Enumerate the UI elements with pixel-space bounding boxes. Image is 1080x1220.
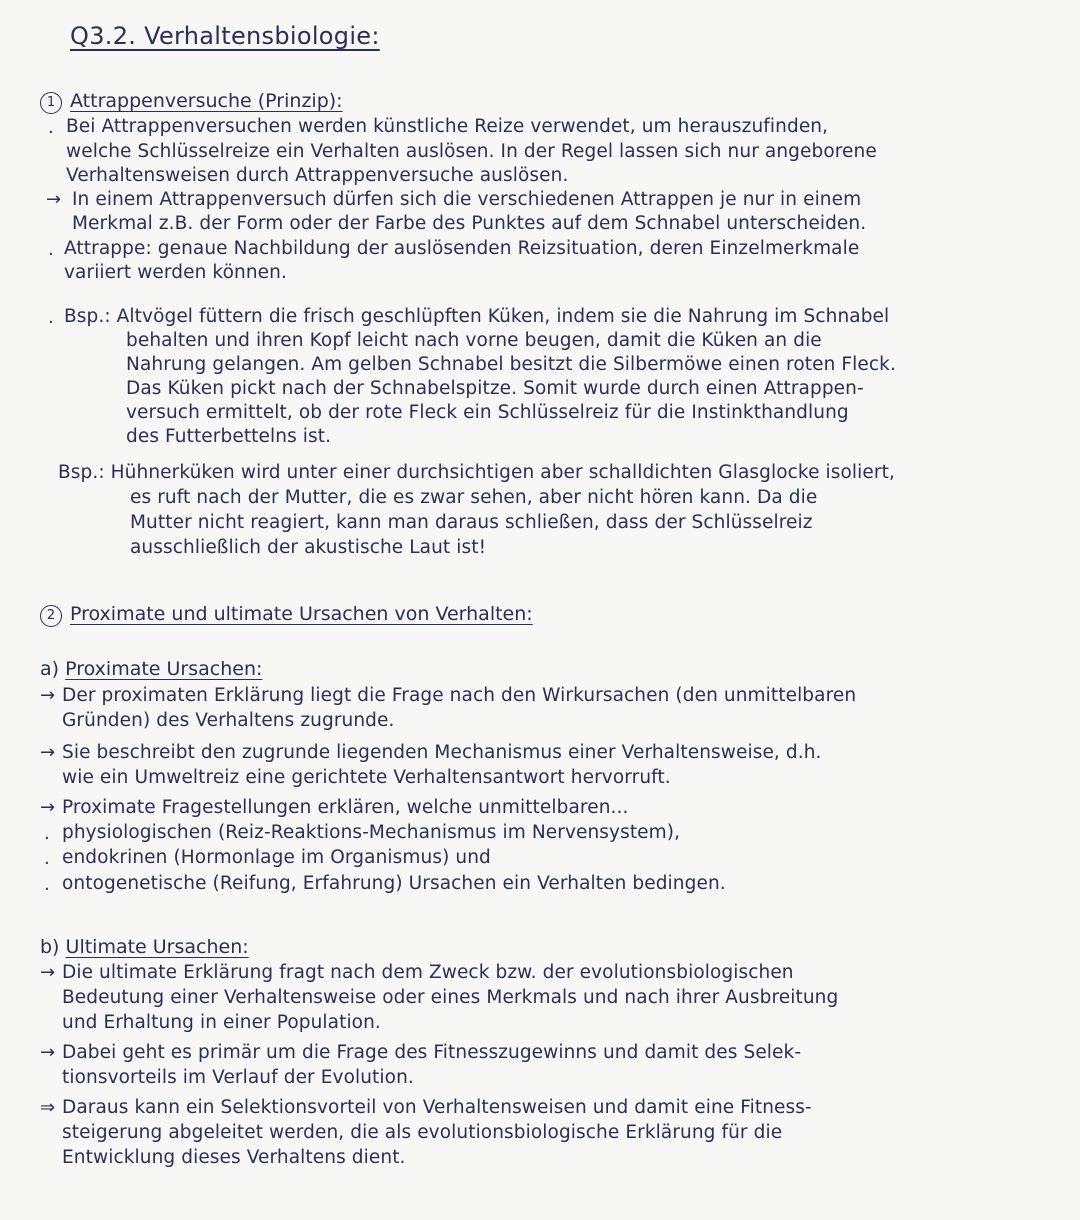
text-line: ontogenetische (Reifung, Erfahrung) Ursachen ein Verhalten bedingen. (62, 873, 726, 894)
section-2-heading (40, 603, 533, 627)
text-line: Bedeutung einer Verhaltensweise oder eines Merkmals und nach ihrer Ausbreitung (62, 987, 839, 1008)
text-line: Merkmal z.B. der Form oder der Farbe des Punktes auf dem Schnabel unterscheiden. (72, 213, 867, 234)
text-line: Daraus kann ein Selektionsvorteil von Verhaltensweisen und damit eine Fitness- (62, 1097, 812, 1118)
bullet-mark: · (44, 879, 50, 900)
bullet-mark: · (48, 244, 54, 265)
text-line: es ruft nach der Mutter, die es zwar sehen, aber nicht hören kann. Da die (130, 487, 818, 508)
subsection-b-heading (40, 936, 249, 958)
bullet-mark: · (44, 828, 50, 849)
arrow-mark: → (40, 742, 56, 763)
text-line: tionsvorteils im Verlauf der Evolution. (62, 1067, 414, 1088)
arrow-mark: → (46, 189, 62, 210)
text-line: Entwicklung dieses Verhaltens dient. (62, 1147, 406, 1168)
section-1-title: Attrappenversuche (Prinzip): (70, 90, 343, 112)
section-2-title: Proximate und ultimate Ursachen von Verhalten: (70, 603, 533, 625)
section-1-number: 1 (40, 92, 62, 114)
text-line: welche Schlüsselreize ein Verhalten auslösen. In der Regel lassen sich nur angeborene (66, 141, 877, 162)
page-title: Q3.2. Verhaltensbiologie: (70, 22, 380, 50)
text-line: Gründen) des Verhaltens zugrunde. (62, 710, 395, 731)
section-2-number: 2 (40, 605, 62, 627)
text-line: variiert werden können. (64, 262, 287, 283)
text-line: steigerung abgeleitet werden, die als evolutionsbiologische Erklärung für die (62, 1122, 783, 1143)
text-line: Dabei geht es primär um die Frage des Fitnesszugewinns und damit des Selek- (62, 1042, 802, 1063)
text-line: Der proximaten Erklärung liegt die Frage nach den Wirkursachen (den unmittelbaren (62, 685, 857, 706)
text-line: versuch ermittelt, ob der rote Fleck ein Schlüsselreiz für die Instinkthandlung (126, 402, 849, 423)
text-line: Nahrung gelangen. Am gelben Schnabel besitzt die Silbermöwe einen roten Fleck. (126, 354, 896, 375)
double-arrow-mark: ⇒ (40, 1097, 56, 1118)
arrow-mark: → (40, 797, 56, 818)
arrow-mark: → (40, 1042, 56, 1063)
subsection-a-heading (40, 658, 262, 680)
text-line: Mutter nicht reagiert, kann man daraus schließen, dass der Schlüsselreiz (130, 512, 813, 533)
bullet-mark: · (44, 853, 50, 874)
text-line: endokrinen (Hormonlage im Organismus) und (62, 847, 491, 868)
text-line: behalten und ihren Kopf leicht nach vorne beugen, damit die Küken an die (126, 330, 822, 351)
subsection-b-title: Ultimate Ursachen: (65, 936, 249, 958)
text-line: Bsp.: Altvögel füttern die frisch geschlüpften Küken, indem sie die Nahrung im Schnabel (64, 306, 890, 327)
text-line: Bsp.: Hühnerküken wird unter einer durchsichtigen aber schalldichten Glasglocke isoliert, (58, 462, 895, 483)
bullet-mark: · (48, 122, 54, 143)
text-line: Verhaltensweisen durch Attrappenversuche auslösen. (66, 165, 569, 186)
arrow-mark: → (40, 962, 56, 983)
bullet-mark: · (48, 312, 54, 333)
subsection-a-title: Proximate Ursachen: (65, 658, 263, 680)
text-line: Das Küken pickt nach der Schnabelspitze. Somit wurde durch einen Attrappen- (126, 378, 864, 399)
text-line: Die ultimate Erklärung fragt nach dem Zweck bzw. der evolutionsbiologischen (62, 962, 794, 983)
text-line: physiologischen (Reiz-Reaktions-Mechanismus im Nervensystem), (62, 822, 681, 843)
text-line: wie ein Umweltreiz eine gerichtete Verhaltensantwort hervorruft. (62, 767, 671, 788)
text-line: und Erhaltung in einer Population. (62, 1012, 381, 1033)
subsection-b-label: b) (40, 936, 60, 958)
section-1-heading (40, 90, 343, 114)
text-line: Sie beschreibt den zugrunde liegenden Mechanismus einer Verhaltensweise, d.h. (62, 742, 822, 763)
subsection-a-label: a) (40, 658, 60, 680)
text-line: Attrappe: genaue Nachbildung der auslösenden Reizsituation, deren Einzelmerkmale (64, 238, 860, 259)
text-line: Bei Attrappenversuchen werden künstliche Reize verwendet, um herauszufinden, (66, 116, 829, 137)
text-line: des Futterbettelns ist. (126, 426, 332, 447)
text-line: Proximate Fragestellungen erklären, welche unmittelbaren... (62, 797, 629, 818)
arrow-mark: → (40, 685, 56, 706)
text-line: ausschließlich der akustische Laut ist! (130, 537, 487, 558)
text-line: In einem Attrappenversuch dürfen sich die verschiedenen Attrappen je nur in einem (72, 189, 862, 210)
